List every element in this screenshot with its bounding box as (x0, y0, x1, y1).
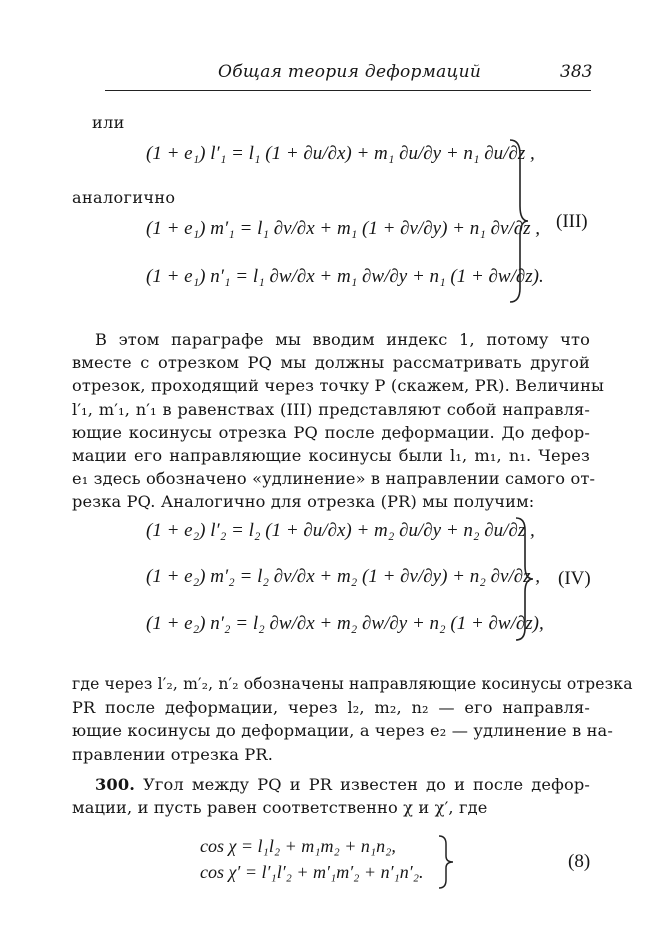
text-line: вместе с отрезком PQ мы должны рассматривать другой (72, 353, 590, 373)
text-line: ющие косинусы до деформации, а через e₂ — удлинение в на- (72, 721, 613, 741)
section-number: 300. (95, 775, 136, 794)
word-ili: или (92, 113, 125, 132)
equation-tag-iv: (IV) (558, 568, 591, 589)
text-line: e₁ здесь обозначено «удлинение» в направлении самого от- (72, 469, 596, 489)
paragraph-index-explanation (72, 328, 605, 514)
right-brace-iii (506, 138, 532, 304)
text-line: ющие косинусы отрезка PQ после деформации. До дефор- (72, 422, 590, 442)
running-header-title: Общая теория деформаций (218, 62, 482, 82)
text-line: мации, и пусть равен соответственно χ и χ′, где (72, 798, 488, 818)
paragraph-notation (72, 673, 633, 766)
text-line: l′₁, m′₁, n′₁ в равенствах (III) представляют собой направля- (72, 399, 590, 419)
section-300-text: Угол между PQ и PR известен до и после дефор- (143, 775, 590, 794)
word-analogichno: аналогично (72, 188, 176, 207)
equation-tag-iii: (III) (556, 211, 588, 232)
equation-iii-1: (1 + e₁) l′₁ = l₁ (1 + ∂u/∂x) + m₁ ∂u/∂y + n₁ ∂u/∂z , (146, 143, 535, 164)
text-line: резка PQ. Аналогично для отрезка (PR) мы получим: (72, 492, 535, 512)
text-line: мации его направляющие косинусы были l₁, m₁, n₁. Через (72, 446, 590, 466)
equation-8-1: cos χ = l₁l₂ + m₁m₂ + n₁n₂, (200, 836, 396, 856)
equation-tag-8: (8) (568, 851, 591, 872)
text-line: В этом параграфе мы вводим индекс 1, потому что (95, 330, 590, 349)
text-line: PR после деформации, через l₂, m₂, n₂ — его направля- (72, 698, 590, 718)
text-line: отрезок, проходящий через точку P (скажем, PR). Величины (72, 376, 605, 396)
right-brace-8 (436, 834, 458, 890)
equation-iii-3: (1 + e₁) n′₁ = l₁ ∂w/∂x + m₁ ∂w/∂y + n₁ (1 + ∂w/∂z). (146, 266, 544, 287)
right-brace-iv (512, 516, 538, 642)
equation-iv-1: (1 + e₂) l′₂ = l₂ (1 + ∂u/∂x) + m₂ ∂u/∂y + n₂ ∂u/∂z , (146, 520, 535, 541)
equation-8-2: cos χ′ = l′₁l′₂ + m′₁m′₂ + n′₁n′₂. (200, 862, 424, 882)
section-300-paragraph (72, 773, 590, 819)
page-number: 383 (560, 62, 593, 82)
header-rule (105, 90, 591, 91)
text-line: правлении отрезка PR. (72, 744, 274, 764)
text-line (72, 773, 590, 796)
equation-iv-2: (1 + e₂) m′₂ = l₂ ∂v/∂x + m₂ (1 + ∂v/∂y) + n₂ ∂v/∂z , (146, 566, 540, 587)
equation-iv-3: (1 + e₂) n′₂ = l₂ ∂w/∂x + m₂ ∂w/∂y + n₂ (1 + ∂w/∂z), (146, 613, 544, 634)
equation-iii-2: (1 + e₁) m′₁ = l₁ ∂v/∂x + m₁ (1 + ∂v/∂y) + n₁ ∂v/∂z , (146, 218, 540, 239)
text-line: где через l′₂, m′₂, n′₂ обозначены направляющие косинусы отрезка (72, 675, 633, 693)
